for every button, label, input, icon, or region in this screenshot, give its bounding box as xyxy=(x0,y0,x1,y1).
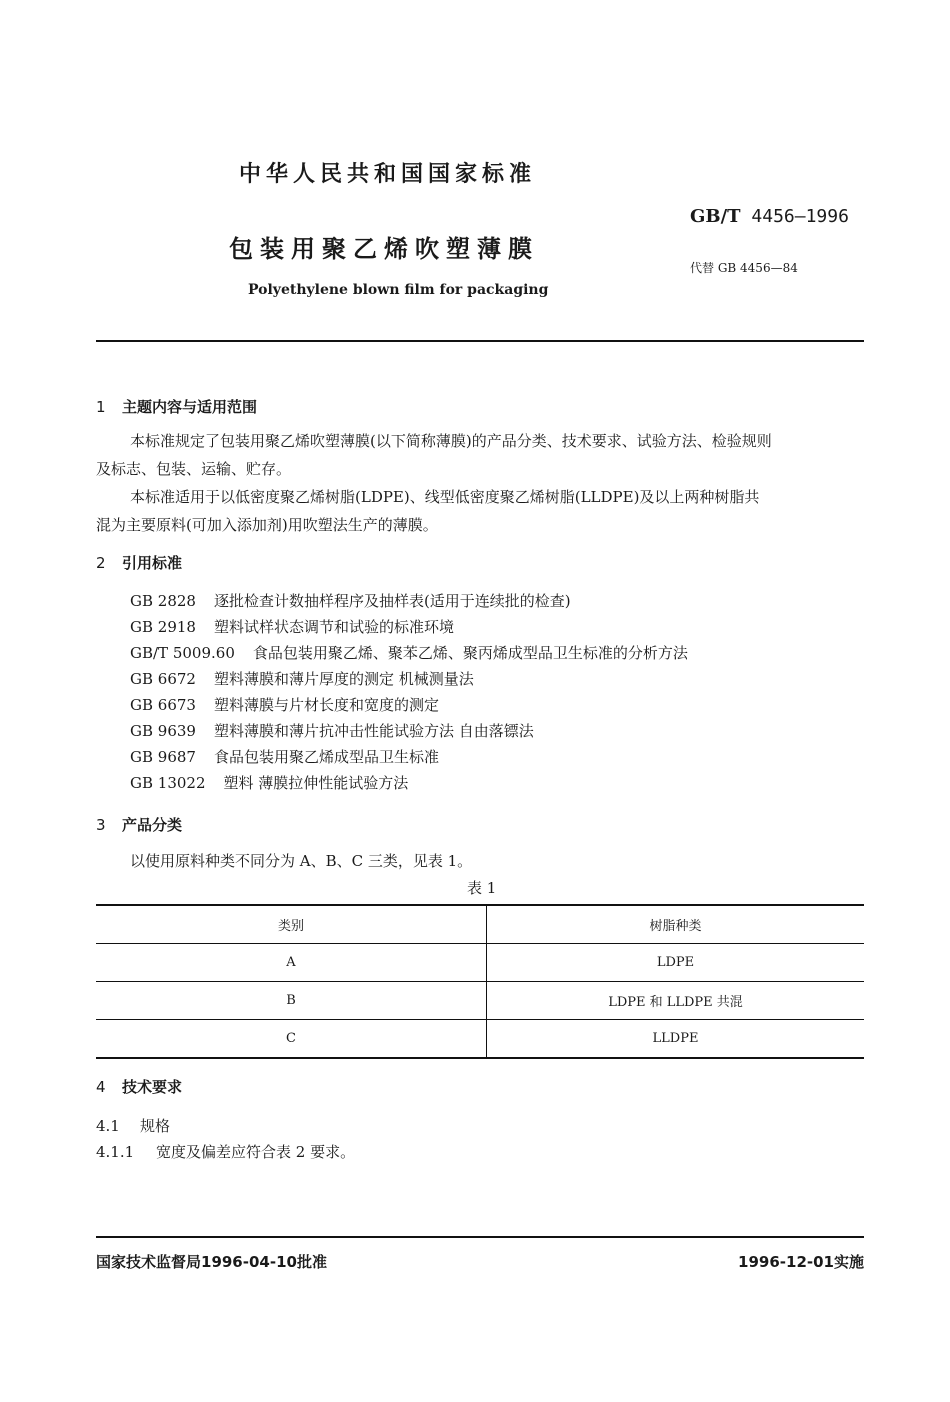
table-header-resin-type: 树脂种类 xyxy=(487,905,865,944)
header-rule xyxy=(96,340,864,342)
reference-title: 逐批检查计数抽样程序及抽样表(适用于连续批的检查) xyxy=(213,592,571,610)
document-title: 包装用聚乙烯吹塑薄膜 xyxy=(229,235,539,263)
footer-rule xyxy=(96,1236,864,1238)
section-number: 1 xyxy=(96,398,106,416)
clause-text: 宽度及偏差应符合表 2 要求。 xyxy=(156,1143,356,1161)
clause-number: 4.1 xyxy=(96,1117,120,1135)
national-standard-title: 中华人民共和国国家标准 xyxy=(239,162,537,187)
reference-code: GB 9687 xyxy=(130,748,196,766)
clause-4-1-1 xyxy=(96,1141,355,1162)
clause-title: 规格 xyxy=(140,1117,171,1135)
reference-item xyxy=(130,640,688,666)
document-title-english: Polyethylene blown film for packaging xyxy=(248,282,549,298)
section-1-para-2-line-2: 混为主要原料(可加入添加剂)用吹塑法生产的薄膜。 xyxy=(96,516,438,534)
table-cell-resin-type: LDPE xyxy=(487,944,865,982)
table-cell-category: A xyxy=(96,944,487,982)
reference-code: GB 2828 xyxy=(130,592,196,610)
clause-number: 4.1.1 xyxy=(96,1143,135,1161)
reference-code: GB 6673 xyxy=(130,696,196,714)
reference-item xyxy=(130,666,688,692)
reference-item xyxy=(130,588,688,614)
table-header-row xyxy=(96,905,864,944)
section-1-para-1-line-1: 本标准规定了包装用聚乙烯吹塑薄膜(以下简称薄膜)的产品分类、技术要求、试验方法、检验规则 xyxy=(130,432,772,450)
approval-date: 国家技术监督局1996-04-10批准 xyxy=(96,1253,327,1271)
clause-4-1 xyxy=(96,1115,170,1136)
standard-prefix: GB/T xyxy=(690,206,741,227)
reference-title: 食品包装用聚乙烯成型品卫生标准 xyxy=(213,748,439,766)
section-1-para-2-line-1: 本标准适用于以低密度聚乙烯树脂(LDPE)、线型低密度聚乙烯树脂(LLDPE)及以上两种树脂共 xyxy=(130,488,760,506)
section-title: 引用标准 xyxy=(122,554,183,572)
reference-code: GB/T 5009.60 xyxy=(130,644,235,662)
table-cell-category: B xyxy=(96,982,487,1020)
section-number: 2 xyxy=(96,554,106,572)
table-cell-category: C xyxy=(96,1020,487,1059)
table-cell-resin-type: LDPE 和 LLDPE 共混 xyxy=(487,982,865,1020)
normative-references-list xyxy=(130,588,688,796)
reference-item xyxy=(130,614,688,640)
reference-title: 塑料薄膜与片材长度和宽度的测定 xyxy=(213,696,439,714)
reference-title: 塑料试样状态调节和试验的标准环境 xyxy=(213,618,454,636)
reference-code: GB 13022 xyxy=(130,774,206,792)
table-row xyxy=(96,982,864,1020)
table-1 xyxy=(96,904,864,1059)
reference-title: 塑料薄膜和薄片厚度的测定 机械测量法 xyxy=(213,670,474,688)
section-number: 4 xyxy=(96,1078,106,1096)
reference-item xyxy=(130,744,688,770)
section-3-heading xyxy=(96,814,182,835)
replaces-standard: 代替 GB 4456—84 xyxy=(690,261,798,275)
table-1-caption: 表 1 xyxy=(467,879,497,897)
reference-title: 塑料 薄膜拉伸性能试验方法 xyxy=(223,774,409,792)
reference-title: 食品包装用聚乙烯、聚苯乙烯、聚丙烯成型品卫生标准的分析方法 xyxy=(252,644,688,662)
section-2-heading xyxy=(96,552,182,573)
reference-code: GB 2918 xyxy=(130,618,196,636)
section-1-heading xyxy=(96,396,257,417)
section-1-para-1-line-2: 及标志、包装、运输、贮存。 xyxy=(96,460,292,478)
reference-item xyxy=(130,770,688,796)
reference-code: GB 9639 xyxy=(130,722,196,740)
table-header-category: 类别 xyxy=(96,905,487,944)
section-title: 技术要求 xyxy=(122,1078,183,1096)
reference-code: GB 6672 xyxy=(130,670,196,688)
implementation-date: 1996-12-01实施 xyxy=(738,1253,864,1271)
table-row xyxy=(96,944,864,982)
table-cell-resin-type: LLDPE xyxy=(487,1020,865,1059)
standard-number-value: 4456—1996 xyxy=(751,206,849,227)
reference-item xyxy=(130,718,688,744)
standard-number xyxy=(690,206,849,227)
table-row xyxy=(96,1020,864,1059)
section-3-para: 以使用原料种类不同分为 A、B、C 三类，见表 1。 xyxy=(130,852,473,870)
section-title: 产品分类 xyxy=(122,816,183,834)
section-title: 主题内容与适用范围 xyxy=(122,398,258,416)
reference-title: 塑料薄膜和薄片抗冲击性能试验方法 自由落镖法 xyxy=(213,722,534,740)
section-4-heading xyxy=(96,1076,182,1097)
reference-item xyxy=(130,692,688,718)
section-number: 3 xyxy=(96,816,106,834)
